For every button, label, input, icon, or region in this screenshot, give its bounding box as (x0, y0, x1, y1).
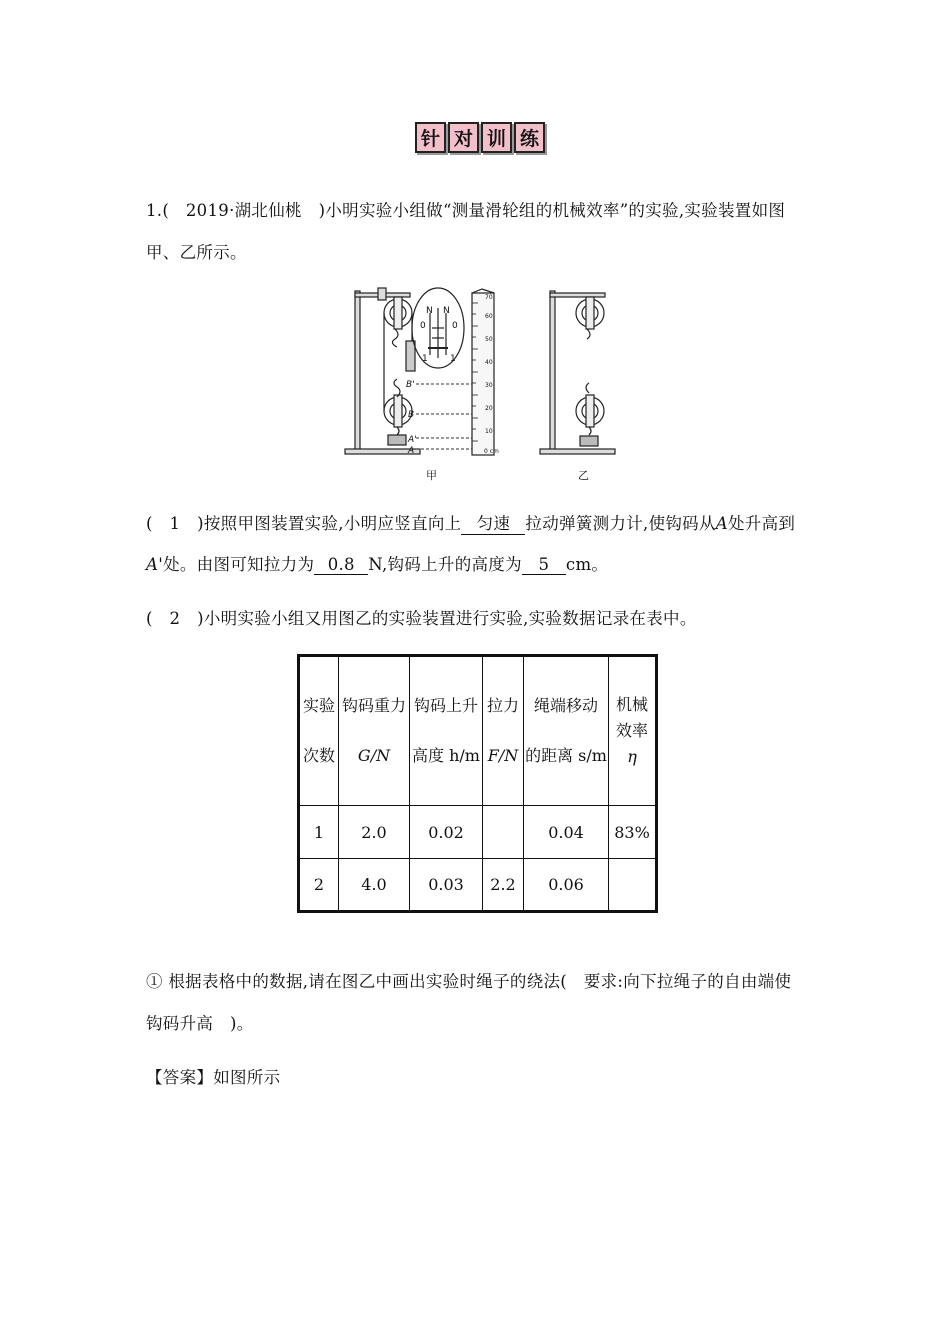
header-text: 实验 (302, 696, 335, 715)
table-header-cell (299, 656, 339, 806)
header-text: 钩码重力 (341, 696, 406, 715)
figure-jia (345, 288, 494, 455)
dial-label: N (443, 306, 450, 316)
header-text: η (627, 747, 637, 766)
part1-line1 (146, 510, 795, 535)
dial-label: 1 (450, 354, 456, 364)
figure-label-jia: 甲 (426, 469, 437, 482)
table-cell (609, 859, 657, 912)
figure-label-yi: 乙 (578, 469, 589, 482)
heading-char: 针 (415, 122, 446, 153)
table-cell: 0.04 (524, 806, 609, 859)
heading-char: 练 (514, 122, 545, 153)
header-text: 拉力 (486, 696, 519, 715)
header-text: 绳端移动 (533, 696, 598, 715)
point-label: A (408, 446, 415, 456)
table-header-row (299, 656, 657, 806)
table-header-cell (609, 656, 657, 806)
table-header-cell (483, 656, 524, 806)
part1-line2 (146, 551, 608, 575)
table-cell: 1 (299, 806, 339, 859)
heading-char: 训 (481, 122, 512, 153)
ruler-tick: 70 (485, 294, 493, 301)
table-cell: 4.0 (339, 859, 410, 912)
subquestion-line1: ① 根据表格中的数据,请在图乙中画出实验时绳子的绕法( 要求:向下拉绳子的自由端使 (146, 972, 792, 991)
section-heading (415, 122, 545, 153)
point-label: B (408, 410, 415, 420)
dial-label: 0 (420, 321, 426, 331)
point-label: A' (408, 435, 417, 445)
part1-end2: cm。 (565, 555, 609, 574)
part1-mid2: 处。由图可知拉力为 (163, 555, 315, 574)
subquestion-line2: 钩码升高 )。 (146, 1014, 254, 1033)
question-text-line2: 甲、乙所示。 (146, 243, 247, 262)
table-cell: 83% (609, 806, 657, 859)
part2-text: ( 2 )小明实验小组又用图乙的实验装置进行实验,实验数据记录在表中。 (146, 609, 697, 628)
ruler-tick: 50 (485, 336, 493, 343)
table-header-cell (524, 656, 609, 806)
header-text: 钩码上升 (413, 696, 478, 715)
answer-blank-1: 匀速 (461, 510, 525, 535)
point-label: B' (406, 380, 415, 390)
table-cell: 2.2 (483, 859, 524, 912)
table-header-cell (410, 656, 483, 806)
table-cell: 0.06 (524, 859, 609, 912)
table-header-cell (339, 656, 410, 806)
answer-blank-2: 0.8 (314, 555, 368, 575)
figure-yi (540, 291, 615, 454)
answer-blank-3: 5 (522, 555, 566, 575)
part1-end1: 处升高到 (728, 514, 796, 533)
header-text: 的距离 s/m (525, 746, 607, 765)
ruler-tick: 0 cm (484, 448, 499, 455)
heading-char: 对 (448, 122, 479, 153)
ruler-tick: 30 (485, 382, 493, 389)
ruler-tick: 10 (485, 428, 493, 435)
header-text: 效率 (615, 721, 648, 740)
header-text: 高度 h/m (412, 746, 480, 765)
var-a: A (715, 514, 728, 533)
part1-mid1: 拉动弹簧测力计,使钩码从 (525, 514, 716, 533)
table-cell: 2.0 (339, 806, 410, 859)
answer-text: 【答案】如图所示 (146, 1068, 281, 1087)
ruler-tick: 20 (485, 405, 493, 412)
dial-label: 0 (452, 321, 458, 331)
dial-label: 1 (422, 354, 428, 364)
header-text: 次数 (302, 746, 335, 765)
ruler-tick: 60 (485, 313, 493, 320)
part1-mid3: N,钩码上升的高度为 (368, 555, 522, 574)
table-row (299, 859, 657, 912)
question-text-line1: 1.( 2019·湖北仙桃 )小明实验小组做“测量滑轮组的机械效率”的实验,实验装置如图 (146, 201, 786, 220)
header-text: 机械 (615, 695, 648, 714)
header-text: F/N (487, 746, 519, 765)
table-cell: 2 (299, 859, 339, 912)
table-cell: 0.02 (410, 806, 483, 859)
height-guides (416, 384, 472, 449)
data-table (297, 654, 658, 913)
header-text: G/N (357, 746, 391, 765)
ruler-tick: 40 (485, 359, 493, 366)
apparatus-figure (340, 283, 620, 488)
var-a-prime: A' (146, 555, 164, 574)
table-cell (483, 806, 524, 859)
part1-prefix: ( 1 )按照甲图装置实验,小明应竖直向上 (146, 514, 462, 533)
table-row (299, 806, 657, 859)
table-cell: 0.03 (410, 859, 483, 912)
dial-label: N (426, 306, 433, 316)
